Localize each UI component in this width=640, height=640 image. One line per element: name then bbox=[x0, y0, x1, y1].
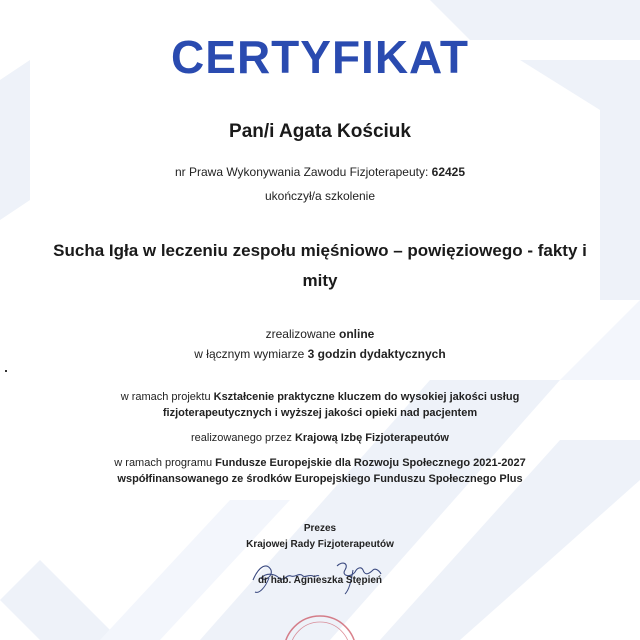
project-name-2: fizjoterapeutycznych i wyższej jakości opieki nad pacjentem bbox=[162, 407, 478, 419]
license-line bbox=[0, 165, 640, 179]
signatory-organization: Krajowej Rady Fizjoterapeutów bbox=[246, 539, 394, 550]
project-line-2 bbox=[0, 405, 640, 422]
cofinanced-line bbox=[0, 471, 640, 488]
license-number: 62425 bbox=[431, 165, 466, 179]
hours-value: 3 godzin dydaktycznych bbox=[307, 347, 446, 361]
cofinanced-text: współfinansowanego ze środków Europejskiego Funduszu Społecznego Plus bbox=[117, 473, 523, 485]
completed-text: ukończył/a szkolenie bbox=[264, 189, 376, 203]
project-prefix: w ramach projektu bbox=[120, 391, 211, 403]
license-label: nr Prawa Wykonywania Zawodu Fizjoterapeuty: bbox=[174, 165, 429, 179]
realized-by-line bbox=[0, 430, 640, 447]
program-name: Fundusze Europejskie dla Rozwoju Społecznego 2021-2027 bbox=[215, 457, 526, 469]
certificate-title: CERTYFIKAT bbox=[171, 31, 469, 83]
hours-prefix: w łącznym wymiarze bbox=[194, 347, 305, 361]
recipient-name: Pan/i Agata Kościuk bbox=[229, 121, 411, 142]
hours-line bbox=[0, 347, 640, 361]
program-line bbox=[0, 455, 640, 472]
realized-by-value: Krajową Izbę Fizjoterapeutów bbox=[294, 432, 449, 444]
handwritten-signature bbox=[245, 548, 395, 598]
official-stamp bbox=[280, 612, 360, 640]
project-name-1: Kształcenie praktyczne kluczem do wysokiej jakości usług bbox=[213, 391, 520, 403]
signatory-name: dr hab. Agnieszka Stępień bbox=[257, 575, 383, 586]
mode-line bbox=[0, 327, 640, 341]
project-line-1 bbox=[0, 389, 640, 406]
signatory-role: Prezes bbox=[303, 523, 337, 534]
course-title: Sucha Igła w leczeniu zespołu mięśniowo – powięziowego - fakty i mity bbox=[53, 241, 587, 290]
program-prefix: w ramach programu bbox=[114, 457, 213, 469]
realized-by-prefix: realizowanego przez bbox=[191, 432, 292, 444]
mode-value: online bbox=[339, 327, 375, 341]
mode-prefix: zrealizowane bbox=[265, 327, 336, 341]
